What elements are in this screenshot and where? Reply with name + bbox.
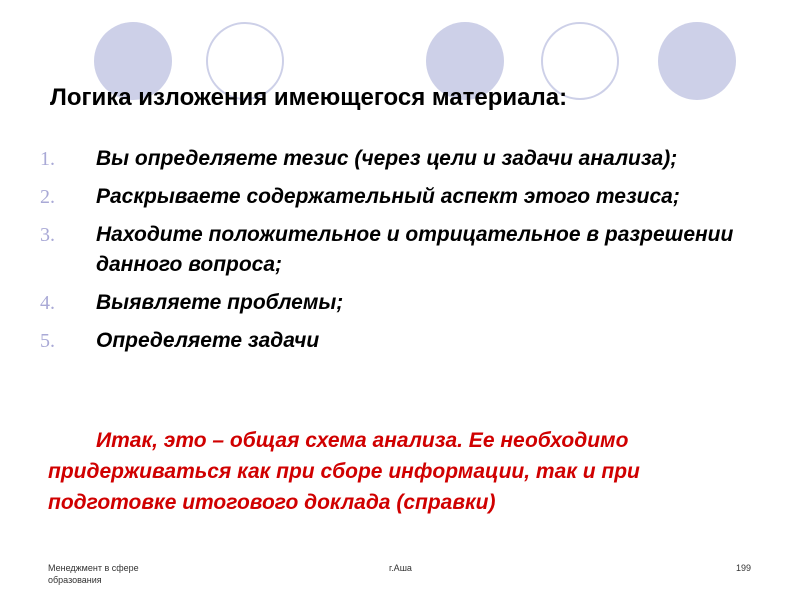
- list-item: [40, 144, 740, 174]
- list-item: [40, 182, 740, 212]
- decor-circle-5: [658, 22, 736, 100]
- list-item-text: Выявляете проблемы;: [96, 291, 344, 314]
- list-item-number: 2.: [40, 186, 55, 208]
- slide-title: Логика изложения имеющегося материала:: [50, 84, 568, 111]
- list-item-number: 3.: [40, 224, 55, 246]
- list-item: [40, 288, 740, 318]
- list-item-text: Вы определяете тезис (через цели и задачи анализа);: [96, 147, 678, 170]
- list-item-text: Раскрываете содержательный аспект этого тезиса;: [96, 185, 680, 208]
- page-number: 199: [736, 563, 752, 573]
- footer-center: г.Аша: [389, 563, 412, 573]
- list-item-number: 4.: [40, 292, 55, 314]
- list-item-text: Находите положительное и отрицательное в разрешении данного вопроса;: [96, 223, 734, 276]
- list-item-text: Определяете задачи: [96, 329, 320, 352]
- list-item: [40, 220, 740, 280]
- conclusion-text: Итак, это – общая схема анализа. Ее необходимо придерживаться как при сборе информации, так и при подготовке итогового доклада (справки): [48, 429, 640, 514]
- list-item-number: 1.: [40, 148, 55, 170]
- steps-list: [40, 144, 740, 364]
- list-item-number: 5.: [40, 330, 55, 352]
- footer-left: Менеджмент в сфере образования: [48, 563, 139, 585]
- list-item: [40, 326, 740, 356]
